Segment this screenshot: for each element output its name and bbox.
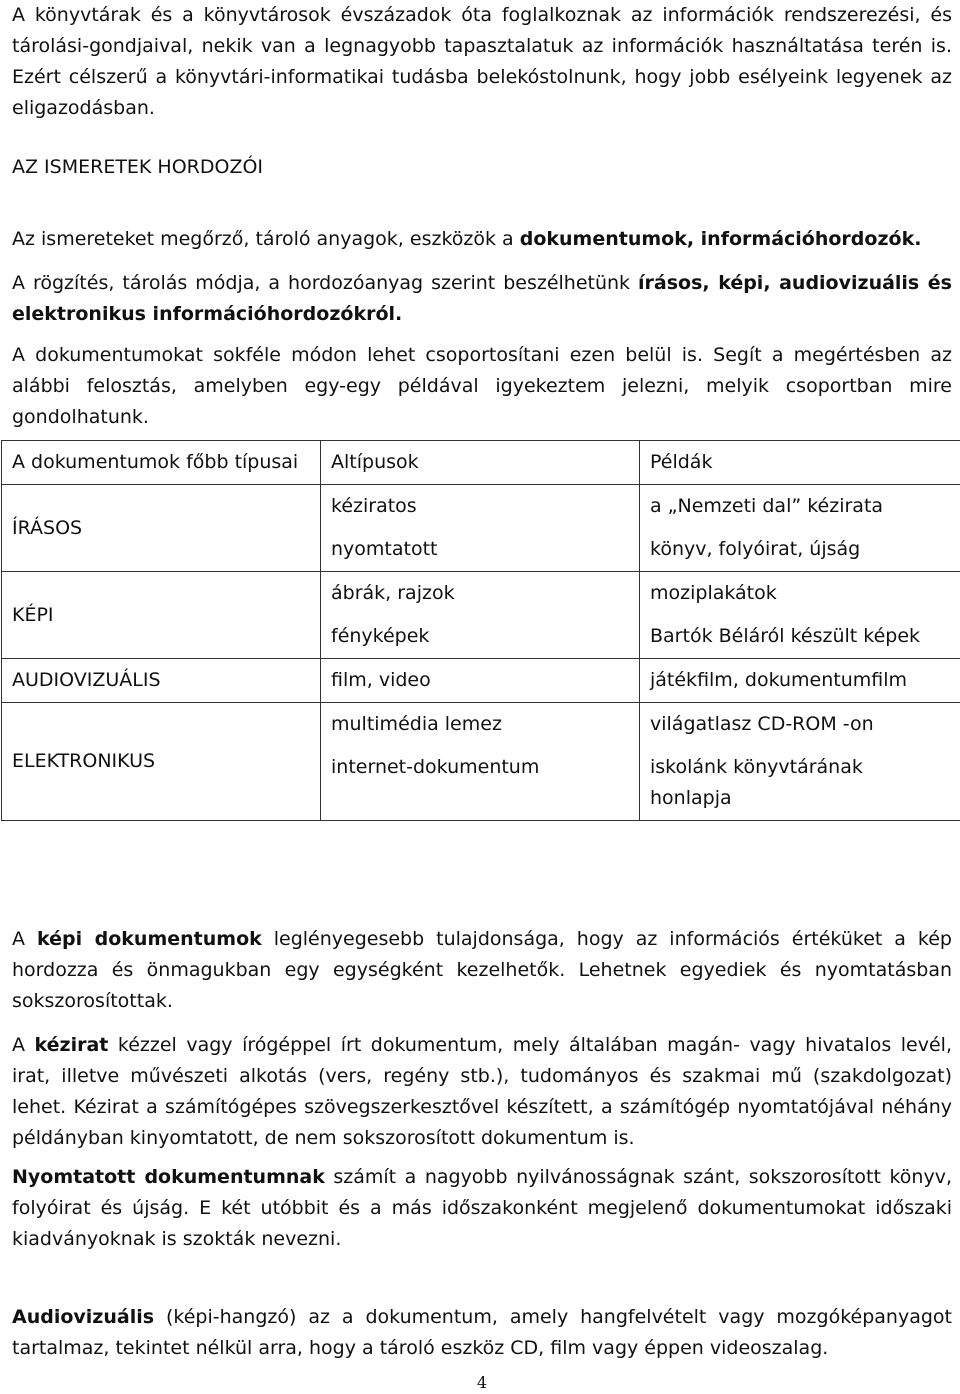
subtype-item: nyomtatott <box>331 538 438 560</box>
paragraph-text: kézzel vagy írógéppel írt dokumentum, mely általában magán- vagy hivatalos levél, irat, illetve művészeti alkotás (vers, regény stb.), tudományos és szakmai mű (szakdolgozat) lehet. Kézirat a számítógépes szövegszerkesztővel készített, a számítógép nyomtatójával néhány példányban kinyomtatott, de nem sokszorosított dokumentum is. <box>12 1034 952 1149</box>
subtype-item: fényképek <box>331 625 430 647</box>
example-item: a „Nemzeti dal” kézirata <box>650 495 884 517</box>
subtype-item: ábrák, rajzok <box>331 582 455 604</box>
table-subtype-cell <box>321 485 640 572</box>
section-heading: AZ ISMERETEK HORDOZÓI <box>12 156 264 178</box>
paragraph-text: A <box>12 1034 35 1056</box>
printed-document-paragraph <box>12 1162 952 1255</box>
subtype-item: kéziratos <box>331 495 417 517</box>
paragraph-text: (képi-hangzó) az a dokumentum, amely hangfelvételt vagy mozgóképanyagot tartalmaz, tekintet nélkül arra, hogy a tároló eszköz CD, film vagy éppen videoszalag. <box>12 1306 952 1359</box>
term-bold: Nyomtatott dokumentumnak <box>12 1166 325 1188</box>
table-example-cell <box>640 703 960 821</box>
definition-text: Az ismereteket megőrző, tároló anyagok, eszközök a <box>12 228 520 250</box>
table-subtype-cell <box>321 703 640 821</box>
definition-paragraph <box>12 224 952 255</box>
example-item: könyv, folyóirat, újság <box>650 538 861 560</box>
table-example-cell <box>640 572 960 659</box>
term-bold: Audiovizuális <box>12 1306 155 1328</box>
table-row <box>2 659 960 703</box>
table-header-row <box>2 441 960 485</box>
table-row <box>2 485 960 572</box>
types-paragraph <box>12 268 952 330</box>
intro-paragraph: A könyvtárak és a könyvtárosok évszázadok óta foglalkoznak az információk rendszerezési, és tárolási-gondjaival, nekik van a legnagyobb tapasztalatuk az információk használtatása terén is. Ezért célszerű a könyvtári-informatikai tudásba belekóstolnunk, hogy jobb esélyeink legyenek az eligazodásban. <box>12 4 952 119</box>
types-bold: írásos, képi, audiovizuális és elektronikus információhordozókról. <box>12 272 952 325</box>
example-item: Bartók Béláról készült képek <box>650 625 921 647</box>
document-types-table <box>1 440 960 821</box>
types-text: A rögzítés, tárolás módja, a hordozóanyag szerint beszélhetünk <box>12 272 639 294</box>
table-header-cell: A dokumentumok főbb típusai <box>2 441 321 485</box>
table-row <box>2 572 960 659</box>
table-type-cell: KÉPI <box>2 572 321 659</box>
grouping-paragraph: A dokumentumokat sokféle módon lehet csoportosítani ezen belül is. Segít a megértésben az alábbi felosztás, amelyben egy-egy példával igyekeztem jelezni, melyik csoportban mire gondolhatunk. <box>12 344 952 428</box>
paragraph-text: A <box>12 928 37 950</box>
term-bold: képi dokumentumok <box>36 928 262 950</box>
table-type-cell: ELEKTRONIKUS <box>2 703 321 821</box>
table-example-cell <box>640 659 960 703</box>
table-example-cell <box>640 485 960 572</box>
table-header-cell: Altípusok <box>321 441 640 485</box>
paragraph-text: leglényegesebb tulajdonsága, hogy az információs értéküket a kép hordozza és önmagukban egy egységként kezelhetők. Lehetnek egyediek és nyomtatásban sokszorosítottak. <box>12 928 952 1012</box>
table-subtype-cell <box>321 572 640 659</box>
table-subtype-cell <box>321 659 640 703</box>
table-header-cell: Példák <box>640 441 960 485</box>
subtype-item: multimédia lemez <box>331 713 502 735</box>
image-documents-paragraph <box>12 924 952 1017</box>
example-item: iskolánk könyvtárának honlapja <box>650 756 863 809</box>
manuscript-paragraph <box>12 1030 952 1154</box>
table-type-cell: AUDIOVIZUÁLIS <box>2 659 321 703</box>
example-item: játékfilm, dokumentumfilm <box>650 669 908 691</box>
paragraph-text: számít a nagyobb nyilvánosságnak szánt, sokszorosított könyv, folyóirat és újság. E két utóbbit és a más időszakonként megjelenő dokumentumokat időszaki kiadványoknak is szokták nevezni. <box>12 1166 952 1250</box>
definition-bold: dokumentumok, információhordozók. <box>519 228 922 250</box>
term-bold: kézirat <box>34 1034 109 1056</box>
example-item: világatlasz CD-ROM -on <box>650 713 874 735</box>
page-number: 4 <box>476 1373 488 1392</box>
example-item: moziplakátok <box>650 582 777 604</box>
audiovisual-paragraph <box>12 1302 952 1364</box>
table-type-cell: ÍRÁSOS <box>2 485 321 572</box>
subtype-item: internet-dokumentum <box>331 756 540 778</box>
subtype-item: film, video <box>331 669 431 691</box>
table-row <box>2 703 960 821</box>
